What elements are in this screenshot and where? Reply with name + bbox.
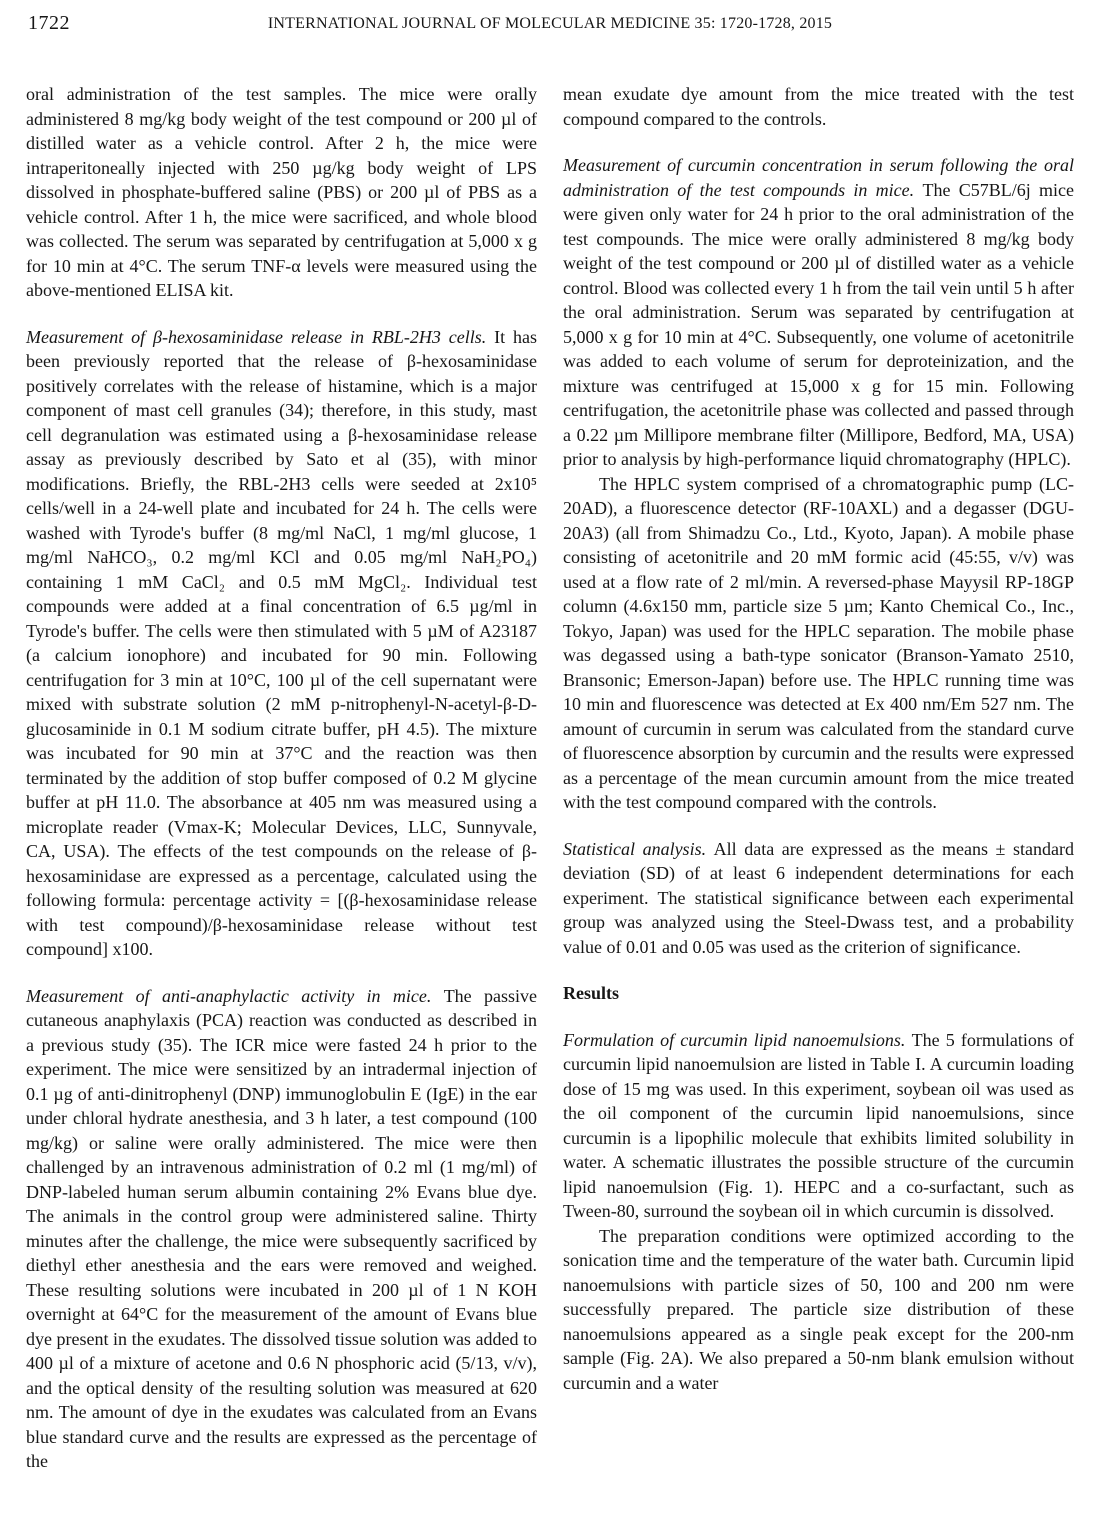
paragraph-text: All data are expressed as the means ± standard deviation (SD) of at least 6 independent determinations for each experiment. The statistical significance between each experimental group was analyzed using the Steel-Dwass test, and a probability value of 0.01 and 0.05 was used as the criterion of significance. [563, 838, 1074, 957]
section-statistical-analysis [563, 837, 1074, 960]
section-heading-formulation: Formulation of curcumin lipid nanoemulsions. [563, 1029, 912, 1050]
left-column [26, 82, 537, 1474]
paragraph-text: The preparation conditions were optimized according to the sonication time and the temperature of the water bath. Curcumin lipid nanoemulsions with particle sizes of 50, 100 and 200 nm were successfully prepared. The particle size distribution of these nanoemulsions appeared as a single peak except for the 200-nm sample (Fig. 2A). We also prepared a 50-nm blank emulsion without curcumin and a water [563, 1225, 1074, 1393]
page-header [26, 12, 1074, 42]
page-number: 1722 [28, 12, 70, 34]
paragraph-lps-continuation [26, 82, 537, 303]
paragraph-text: The HPLC system comprised of a chromatographic pump (LC-20AD), a fluorescence detector (RF-10AXL) and a degasser (DGU-20A3) (all from Shimadzu Co., Ltd., Kyoto, Japan). A mobile phase consisting of acetonitrile and 20 mM formic acid (45:55, v/v) was used at a flow rate of 2 ml/min. A reversed-phase Mayysil RP-18GP column (4.6x150 mm, particle size 5 µm; Kanto Chemical Co., Inc., Tokyo, Japan) was used for the HPLC separation. The mobile phase was degassed using a bath-type sonicator (Branson-Yamato 2510, Bransonic; Emerson-Japan) before use. The HPLC running time was 10 min and fluorescence was detected at Ex 400 nm/Em 527 nm. The amount of curcumin in serum was calculated from the standard curve of fluorescence absorption by curcumin and the results were expressed as a percentage of the mean curcumin amount from the mice treated with the test compound compared with the controls. [563, 473, 1074, 812]
section-heading-statistical-analysis: Statistical analysis. [563, 838, 714, 859]
section-curcumin-serum [563, 153, 1074, 472]
paragraph-exudate-continuation [563, 82, 1074, 131]
results-heading: Results [563, 983, 620, 1003]
section-anti-anaphylactic [26, 984, 537, 1474]
paragraph-text: It has been previously reported that the release of β-hexosaminidase positively correlates with the release of histamine, which is a major component of mast cell granules (34); therefore, in this study, mast cell degranulation was estimated using a β-hexosaminidase release assay as previously described by Sato et al (35), with minor modifications. Briefly, the RBL-2H3 cells were seeded at 2x10⁵ cells/well in a 24-well plate and incubated for 24 h. The cells were washed with Tyrode's buffer (8 mg/ml NaCl, 1 mg/ml glucose, 1 mg/ml NaHCO₃, 0.2 mg/ml KCl and 0.05 mg/ml NaH₂PO₄) containing 1 mM CaCl₂ and 0.5 mM MgCl₂. Individual test compounds were added at a final concentration of 6.5 µg/ml in Tyrode's buffer. The cells were then stimulated with 5 µM of A23187 (a calcium ionophore) and incubated for 90 min. Following centrifugation for 3 min at 10°C, 100 µl of the cell supernatant were mixed with substrate solution (2 mM p-nitrophenyl-N-acetyl-β-D-glucosaminide in 0.1 M sodium citrate buffer, pH 4.5). The mixture was incubated for 90 min at 37°C and the reaction was then terminated by the addition of stop buffer composed of 0.2 M glycine buffer at pH 11.0. The absorbance at 405 nm was measured using a microplate reader (Vmax-K; Molecular Devices, LLC, Sunnyvale, CA, USA). The effects of the test compounds on the release of β-hexosaminidase are expressed as a percentage, calculated using the following formula: percentage activity = [(β-hexosaminidase release with test compound)/β-hexosaminidase release without test compound] x100. [26, 326, 537, 959]
right-column [563, 82, 1074, 1474]
paragraph-text: mean exudate dye amount from the mice treated with the test compound compared to the controls. [563, 84, 1074, 129]
section-heading-beta-hexosaminidase: Measurement of β-hexosaminidase release in RBL-2H3 cells. [26, 326, 495, 347]
section-formulation [563, 1028, 1074, 1224]
two-column-body [26, 82, 1074, 1474]
paragraph-text: The passive cutaneous anaphylaxis (PCA) reaction was conducted as described in a previous study (35). The ICR mice were fasted 24 h prior to the experiment. The mice were sensitized by an intradermal injection of 0.1 µg of anti-dinitrophenyl (DNP) immunoglobulin E (IgE) in the ear under chloral hydrate anesthesia, and 3 h later, a test compound (100 mg/kg) or saline were orally administered. The mice were then challenged by an intravenous administration of 0.2 ml (1 mg/ml) of DNP-labeled human serum albumin containing 2% Evans blue dye. The animals in the control group were administered saline. Thirty minutes after the challenge, the mice were subsequently sacrificed by diethyl ether anesthesia and the ears were removed and weighed. These resulting solutions were incubated in 200 µl of 1 N KOH overnight at 64°C for the measurement of the amount of Evans blue dye present in the exudates. The dissolved tissue solution was added to 400 µl of a mixture of acetone and 0.6 N phosphoric acid (5/13, v/v), and the optical density of the resulting solution was measured at 620 nm. The amount of dye in the exudates was calculated from an Evans blue standard curve and the results are expressed as the percentage of the [26, 985, 537, 1471]
journal-title: INTERNATIONAL JOURNAL OF MOLECULAR MEDICINE 35: 1720-1728, 2015 [267, 15, 833, 32]
section-beta-hexosaminidase [26, 325, 537, 962]
paragraph-text: The C57BL/6j mice were given only water for 24 h prior to the oral administration of the test compounds. The mice were orally administered 8 mg/kg body weight of the test compound or 200 µl of distilled water as a vehicle control. Blood was collected every 1 h from the tail vein until 5 h after the oral administration. Serum was separated by centrifugation at 5,000 x g for 10 min at 4°C. Subsequently, one volume of acetonitrile was added to each volume of serum for deproteinization, and the mixture was centrifuged at 15,000 x g for 15 min. Following centrifugation, the acetonitrile phase was collected and passed through a 0.22 µm Millipore membrane filter (Millipore, Bedford, MA, USA) prior to analysis by high-performance liquid chromatography (HPLC). [563, 179, 1074, 469]
paragraph-text: oral administration of the test samples. The mice were orally administered 8 mg/kg body weight of the test compound or 200 µl of distilled water as a vehicle control. After 2 h, the mice were intraperitoneally injected with 250 µg/kg body weight of LPS dissolved in phosphate-buffered saline (PBS) or 200 µl of PBS as a vehicle control. After 1 h, the mice were sacrificed, and whole blood was collected. The serum was separated by centrifugation at 5,000 x g for 10 min at 4°C. The serum TNF-α levels were measured using the above-mentioned ELISA kit. [26, 84, 537, 300]
paragraph-text: The 5 formulations of curcumin lipid nanoemulsion are listed in Table I. A curcumin loading dose of 15 mg was used. In this experiment, soybean oil was used as the oil component of the curcumin lipid nanoemulsions, since curcumin is a lipophilic molecule that exhibits limited solubility in water. A schematic illustrates the possible structure of the curcumin lipid nanoemulsion (Fig. 1). HEPC and a co-surfactant, such as Tween-80, surround the soybean oil in which curcumin is dissolved. [563, 1029, 1074, 1221]
section-heading-anti-anaphylactic: Measurement of anti-anaphylactic activity in mice. [26, 985, 444, 1006]
paragraph-preparation-conditions [563, 1224, 1074, 1396]
section-heading-curcumin-serum: Measurement of curcumin concentration in serum following the oral administration of the test compounds in mice. [563, 155, 1074, 200]
paragraph-hplc-system [563, 472, 1074, 815]
